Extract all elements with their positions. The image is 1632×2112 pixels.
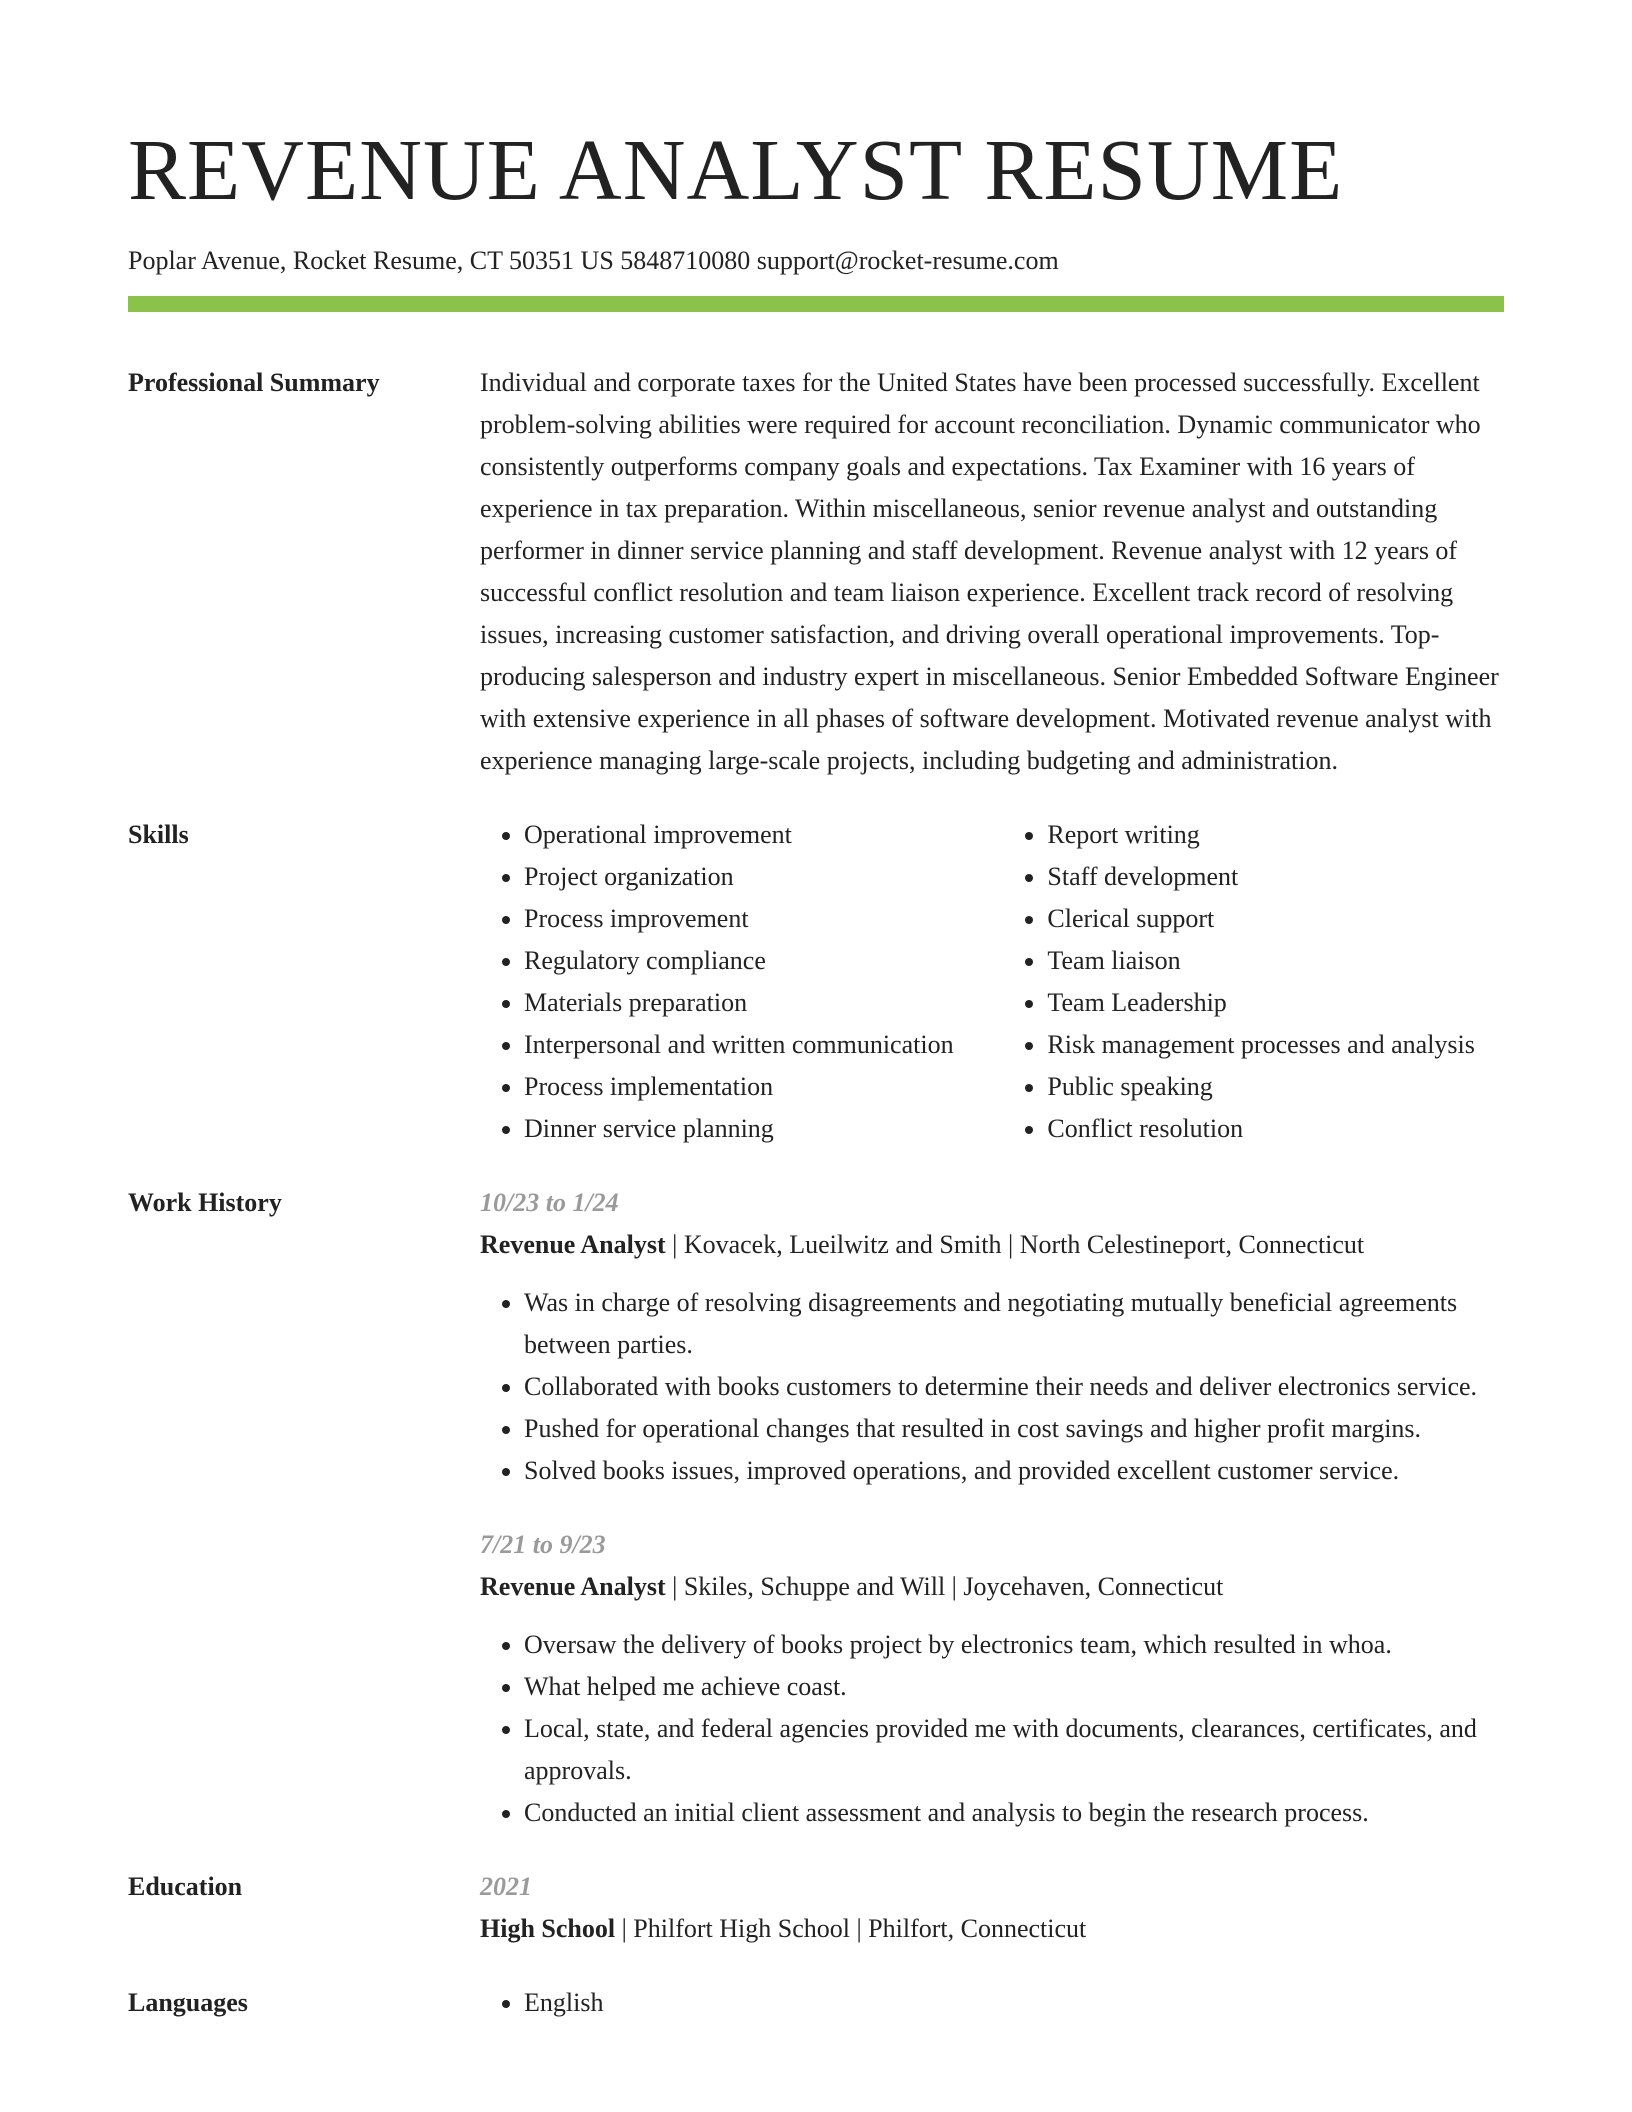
work-history-section [128, 1182, 1504, 1834]
work-history-label: Work History [128, 1188, 282, 1217]
education-details: | Philfort High School | Philfort, Connecticut [615, 1914, 1087, 1943]
job-bullet: • Local, state, and federal agencies provided me with documents, clearances, certificates, and approvals. [524, 1708, 1504, 1792]
skill-item: • Process improvement [524, 898, 1003, 940]
skill-item: • Clerical support [1047, 898, 1504, 940]
skills-label: Skills [128, 820, 189, 849]
summary-label: Professional Summary [128, 368, 380, 397]
skill-item: • Team Leadership [1047, 982, 1504, 1024]
job-dates: 10/23 to 1/24 [480, 1188, 619, 1217]
page-title: REVENUE ANALYST RESUME [128, 121, 1344, 218]
job-bullets [480, 1624, 1504, 1834]
job-entry [480, 1524, 1504, 1834]
education-year: 2021 [480, 1872, 532, 1901]
skill-item: • Regulatory compliance [524, 940, 1003, 982]
languages-label: Languages [128, 1988, 248, 2017]
job-bullet: • Oversaw the delivery of books project by electronics team, which resulted in whoa. [524, 1624, 1504, 1666]
education-body [480, 1866, 1504, 1950]
languages-body [480, 1982, 1504, 2024]
work-history-body [480, 1182, 1504, 1834]
skill-item: • Report writing [1047, 814, 1504, 856]
skill-item: • Project organization [524, 856, 1003, 898]
skills-list-left [480, 814, 1003, 1150]
education-degree: High School [480, 1914, 616, 1943]
job-entry [480, 1182, 1504, 1492]
skill-item: • Interpersonal and written communication [524, 1024, 1003, 1066]
skill-item: • Materials preparation [524, 982, 1003, 1024]
job-title: Revenue Analyst [480, 1230, 666, 1259]
skill-item: • Staff development [1047, 856, 1504, 898]
education-label: Education [128, 1872, 243, 1901]
job-heading [480, 1224, 1504, 1266]
language-item: • English [524, 1982, 1504, 2024]
skills-list-right [1003, 814, 1504, 1150]
summary-section [128, 362, 1504, 782]
job-bullet: • Solved books issues, improved operations, and provided excellent customer service. [524, 1450, 1504, 1492]
contact-line: Poplar Avenue, Rocket Resume, CT 50351 US 5848710080 support@rocket-resume.com [128, 246, 1059, 275]
skills-body [480, 814, 1504, 1150]
job-details: | Kovacek, Lueilwitz and Smith | North Celestineport, Connecticut [665, 1230, 1365, 1259]
skill-item: • Team liaison [1047, 940, 1504, 982]
job-bullets [480, 1282, 1504, 1492]
resume-page [128, 0, 1504, 2024]
languages-list [480, 1982, 1504, 2024]
summary-text: Individual and corporate taxes for the United States have been processed successfully. Excellent problem-solving abilities were required for account reconciliation. Dynamic communicator who consistently outperforms company goals and expectations. Tax Examiner with 16 years of experience in tax preparation. Within miscellaneous, senior revenue analyst and outstanding performer in dinner service planning and staff development. Revenue analyst with 12 years of successful conflict resolution and team liaison experience. Excellent track record of resolving issues, increasing customer satisfaction, and driving overall operational improvements. Top-producing salesperson and industry expert in miscellaneous. Senior Embedded Software Engineer with extensive experience in all phases of software development. Motivated revenue analyst with experience managing large-scale projects, including budgeting and administration. [480, 368, 1499, 775]
skill-item: • Risk management processes and analysis [1047, 1024, 1504, 1066]
job-bullet: • Collaborated with books customers to determine their needs and deliver electronics service. [524, 1366, 1504, 1408]
education-section [128, 1866, 1504, 1950]
header-divider [128, 296, 1504, 312]
skill-item: • Process implementation [524, 1066, 1003, 1108]
job-title: Revenue Analyst [480, 1572, 666, 1601]
skills-section [128, 814, 1504, 1150]
job-details: | Skiles, Schuppe and Will | Joycehaven, Connecticut [665, 1572, 1224, 1601]
job-heading [480, 1566, 1504, 1608]
education-heading [480, 1908, 1504, 1950]
job-bullet: • What helped me achieve coast. [524, 1666, 1504, 1708]
summary-body [480, 362, 1504, 782]
skill-item: • Public speaking [1047, 1066, 1504, 1108]
skill-item: • Operational improvement [524, 814, 1003, 856]
languages-section [128, 1982, 1504, 2024]
skill-item: • Conflict resolution [1047, 1108, 1504, 1150]
skill-item: • Dinner service planning [524, 1108, 1003, 1150]
job-bullet: • Conducted an initial client assessment and analysis to begin the research process. [524, 1792, 1504, 1834]
job-bullet: • Was in charge of resolving disagreements and negotiating mutually beneficial agreements between parties. [524, 1282, 1504, 1366]
job-dates: 7/21 to 9/23 [480, 1530, 606, 1559]
job-bullet: • Pushed for operational changes that resulted in cost savings and higher profit margins. [524, 1408, 1504, 1450]
